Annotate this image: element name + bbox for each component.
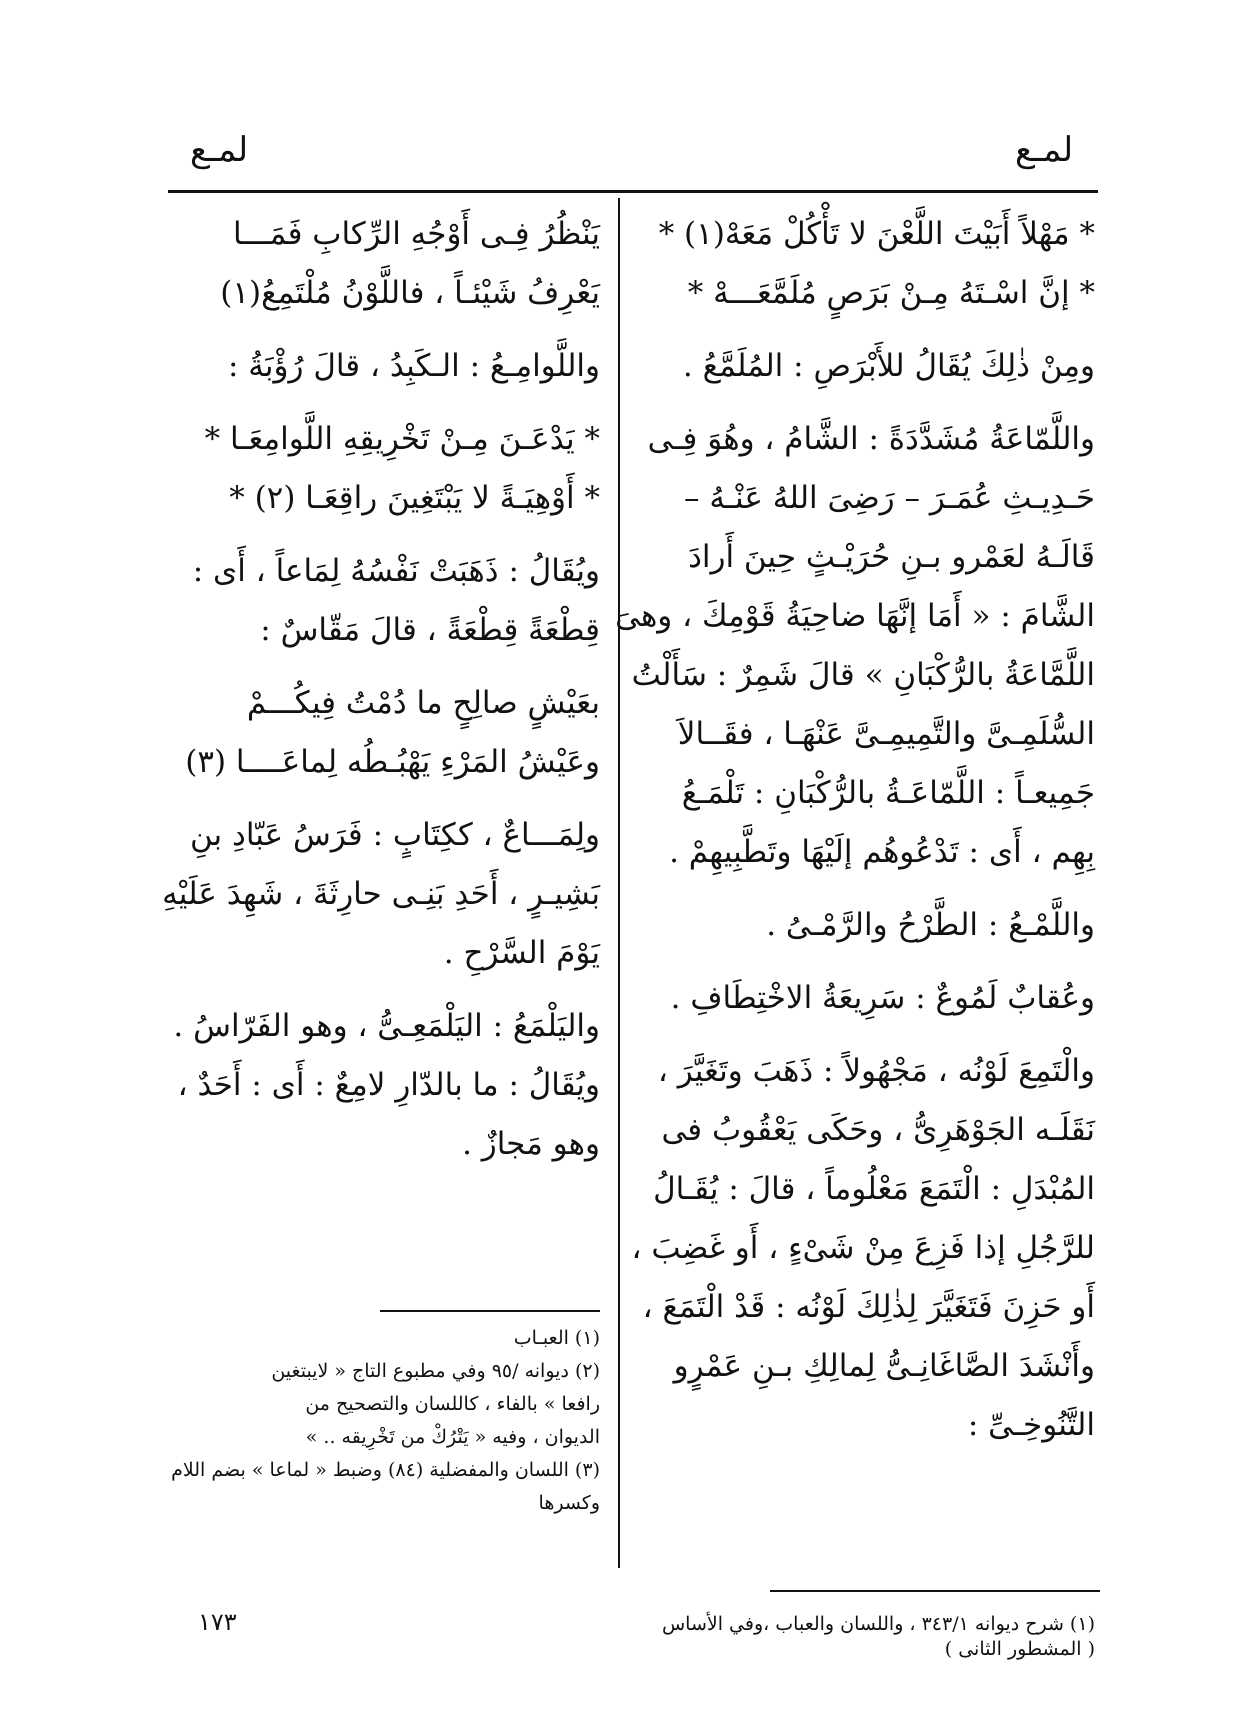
running-header-left: لمـع (190, 130, 249, 170)
footnote-line: رافعا » بالفاء ، كاللسان والتصحيح من (305, 1393, 600, 1415)
right-column (615, 205, 1095, 1455)
text-line: يَعْرِفُ شَيْئـاً ، فاللَّوْنُ مُلْتَمِعُ(١) (220, 275, 600, 311)
text-line: واللَّوامِـعُ : الـكَبِدُ ، قالَ رُؤْبَةُ : (228, 348, 600, 384)
text-line: ومِنْ ذٰلِكَ يُقَالُ للأَبْرَصِ : المُلَمَّعُ . (682, 348, 1095, 384)
footnote-line: (١) العبـاب (513, 1327, 600, 1349)
text-line: وأَنْشَدَ الصَّاغَانِـىُّ لِمالِكِ بـنِ عَمْرٍو (673, 1348, 1095, 1384)
text-line: * إنَّ اسْـتَهُ مِـنْ بَرَصٍ مُلَمَّعَـــهْ * (687, 275, 1095, 311)
text-line: والْتَمِعَ لَوْنُه ، مَجْهُولاً : ذَهَبَ وتَغَيَّرَ ، (657, 1053, 1095, 1089)
footnote-rule-right (770, 1590, 1100, 1592)
footnote-line: (١) شرح ديوانه ٣٤٣/١ ، واللسان والعباب ،وفي الأساس (661, 1613, 1095, 1635)
footnotes-right (650, 1612, 1095, 1662)
text-line: نَقَلَـه الجَوْهَرِىُّ ، وحَكَى يَعْقُوبُ فى (661, 1112, 1095, 1148)
text-line: المُبْدَلِ : الْتَمَعَ مَعْلُوماً ، قالَ : يُقَـالُ (653, 1171, 1095, 1207)
text-line: بَشِيـرٍ ، أَحَدِ بَنِـى حارِثَةَ ، شَهِدَ عَلَيْهِ (162, 876, 600, 912)
text-line: للرَّجُلِ إذا فَزِعَ مِنْ شَىْءٍ ، أَو غَضِبَ ، (631, 1230, 1095, 1266)
footnote-line: (٣) اللسان والمفضلية (٨٤) وضبط « لماعا » بضم اللام (171, 1459, 600, 1481)
text-line: ويُقَالُ : ذَهَبَتْ نَفْسُهُ لِمَاعاً ، أَى : (192, 553, 600, 589)
left-column (150, 205, 600, 1174)
text-line: قَالَـهُ لعَمْرو بـنِ حُرَيْـثٍ حِينَ أَرادَ (688, 539, 1095, 575)
text-line: * أَوْهِيَـةً لا يَبْتَغِينَ راقِعَـا (٢) * (229, 480, 600, 516)
footnote-line: (٢) ديوانه /٩٥ وفي مطبوع التاج « لايبتغين (271, 1360, 600, 1382)
text-line: واللَّمّاعَةُ مُشَدَّدَةً : الشَّامُ ، وهُوَ فِـى (647, 421, 1095, 457)
footnote-line: الديوان ، وفيه « يَتْرُكْ من تَخْرِيقه .. » (305, 1426, 600, 1448)
text-line: واليَلْمَعُ : اليَلْمَعِـىُّ ، وهو الفَرّاسُ . (173, 1008, 600, 1044)
text-line: واللَّمْـعُ : الطَّرْحُ والرَّمْـىُ . (766, 907, 1095, 943)
text-line: وهو مَجازٌ . (462, 1126, 600, 1162)
text-line: جَمِيعـاً : اللَّمّاعَـةُ بالرُّكْبَانِ : تَلْمَـعُ (681, 775, 1095, 811)
footnote-line: ( المشطور الثانى ) (944, 1638, 1095, 1660)
text-line: يَوْمَ السَّرْحِ . (443, 935, 600, 971)
text-line: يَنْظُرُ فِـى أَوْجُهِ الرِّكابِ فَمَـــا (232, 216, 600, 252)
text-line: * يَدْعَـنَ مِـنْ تَخْرِيقِهِ اللَّوامِعَـا * (204, 421, 600, 457)
text-line: وعَيْشُ المَرْءِ يَهْبُـطُه لِماعَــــا (٣) (185, 744, 600, 780)
text-line: حَـدِيـثِ عُمَـرَ – رَضِىَ اللهُ عَنْـهُ – (683, 480, 1095, 516)
text-line: ويُقَالُ : ما بالدّارِ لامِعٌ : أَى : أَحَدٌ ، (177, 1067, 600, 1103)
running-header-right: لمـع (1015, 130, 1074, 170)
footnote-rule-left (380, 1310, 600, 1312)
header-rule (168, 190, 1098, 193)
text-line: ولِمَـــاعٌ ، ككِتَابٍ : فَرَسُ عَبّادِ بنِ (189, 817, 600, 853)
text-line: التَّنُوخِـىِّ : (967, 1407, 1095, 1443)
text-line: * مَهْلاً أَبَيْتَ اللَّعْنَ لا تَأْكُلْ مَعَهْ(١) * (658, 216, 1095, 252)
text-line: السُّلَمِـىَّ والتَّمِيمِـىَّ عَنْهَـا ، فقَــالاَ (677, 716, 1095, 752)
text-line: بِهِم ، أَى : تَدْعُوهُم إلَيْهَا وتَطَّبِيهِمْ . (669, 834, 1095, 870)
text-line: الشَّامَ : « أَمَا إنَّهَا ضاحِيَةُ قَوْمِكَ ، وهىَ (615, 598, 1095, 634)
text-line: بعَيْشٍ صالِحٍ ما دُمْتُ فِيكُـــمْ (246, 685, 600, 721)
footnote-line: وكسرها (538, 1492, 600, 1514)
column-divider (618, 198, 620, 1568)
page-number: ١٧٣ (198, 1608, 237, 1636)
text-line: اللَّمَّاعَةُ بالرُّكْبَانِ » قالَ شَمِرٌ : سَأَلْتُ (631, 657, 1095, 693)
text-line: قِطْعَةً قِطْعَةً ، قالَ مَقّاسٌ : (260, 612, 600, 648)
footnotes-left (150, 1322, 600, 1520)
text-line: وعُقابٌ لَمُوعٌ : سَرِيعَةُ الاخْتِطَافِ . (670, 980, 1095, 1016)
text-line: أَو حَزِنَ فَتَغَيَّرَ لِذٰلِكَ لَوْنُه : قَدْ الْتَمَعَ ، (642, 1289, 1095, 1325)
